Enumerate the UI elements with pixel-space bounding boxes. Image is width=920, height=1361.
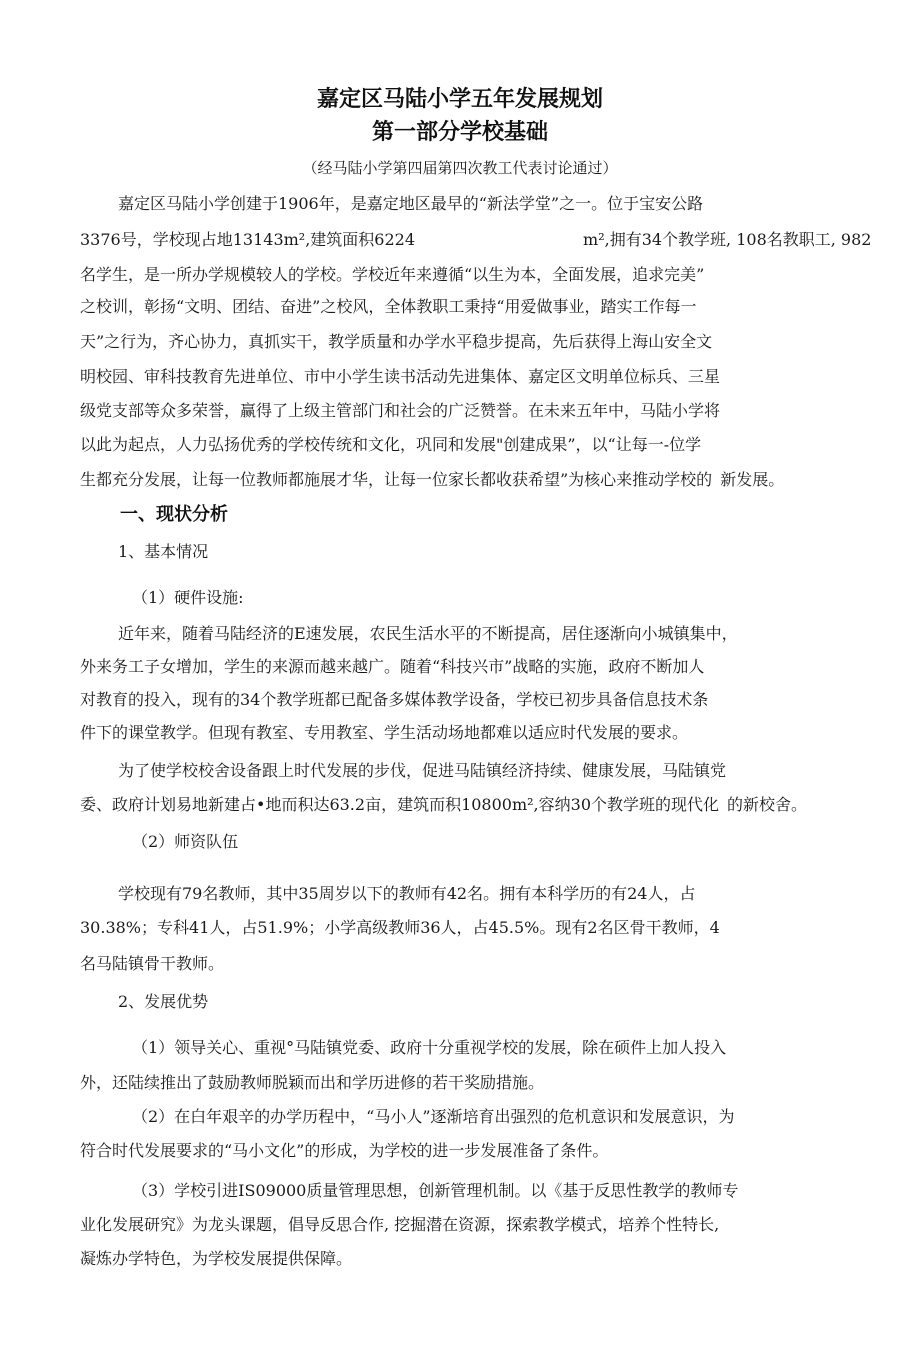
section-heading: 一、现状分析	[120, 504, 228, 525]
hardware-line: 委、政府计划易地新建占•地而积达63.2亩，建筑而积10800m²,容纳30个教学班的现代化 的新校舍。	[80, 795, 808, 814]
intro-line: 明校园、审科技教育先进单位、市中小学生读书活动先进集体、嘉定区文明单位标兵、三星	[80, 367, 721, 386]
advantage-line: （3）学校引进IS09000质量管理思想，创新管理机制。以《基于反思性教学的教师专	[132, 1181, 739, 1200]
item-heading: （2）师资队伍	[132, 832, 239, 851]
advantage-line: 凝炼办学特色，为学校发展提供保障。	[80, 1249, 353, 1268]
intro-line: 天”之行为，齐心协力，真抓实干，教学质量和办学水平稳步提高，先后获得上海山安全文	[80, 332, 713, 351]
intro-line: 生都充分发展，让每一位教师都施展才华，让每一位家长都收获希望”为核心来推动学校的 新发展。	[80, 470, 785, 489]
advantage-line: （2）在白年艰辛的办学历程中，“马小人”逐渐培育出强烈的危机意识和发展意识，为	[132, 1107, 735, 1126]
intro-line: 名学生，是一所办学规模较人的学校。学校近年来遵循“以生为本，全面发展，追求完美”	[80, 265, 705, 284]
hardware-line: 为了使学校校舍设备跟上时代发展的步伐，促进马陆镇经济持续、健康发展，马陆镇党	[118, 761, 727, 780]
intro-line: 之校训，彰扬“文明、团结、奋进”之校风，全体教职工秉持“用爱做事业，踏实工作每一	[80, 297, 697, 316]
teachers-line: 学校现有79名教师，其中35周岁以下的教师有42名。拥有本科学历的有24人，占	[118, 884, 696, 903]
teachers-line: 30.38%；专科41人，占51.9%；小学高级教师36人，占45.5%。现有2名区骨干教师，4	[80, 918, 720, 937]
document-subtitle: （经马陆小学第四届第四次教工代表讨论通过）	[302, 159, 618, 177]
hardware-line: 对教育的投入，现有的34个教学班都已配备多媒体教学设备，学校已初步具备信息技术条	[80, 690, 709, 709]
item-heading: （1）硬件设施:	[132, 588, 244, 607]
teachers-line: 名马陆镇骨干教师。	[80, 954, 225, 973]
hardware-line: 近年来，随着马陆经济的E速发展，农民生活水平的不断提高，居住逐渐向小城镇集中，	[118, 624, 738, 643]
subsection-heading: 1、基本情况	[118, 542, 209, 561]
advantage-line: （1）领导关心、重视°马陆镇党委、政府十分重视学校的发展，除在硕件上加人投入	[132, 1038, 727, 1057]
intro-line: 嘉定区马陆小学创建于1906年，是嘉定地区最早的“新法学堂”之一。位于宝安公路	[118, 194, 704, 213]
advantage-line: 业化发展研究》为龙头课题，倡导反思合作, 挖掘潜在资源，探索教学模式，培养个性特长,	[80, 1215, 720, 1234]
intro-line: 级党支部等众多荣誉，赢得了上级主管部门和社会的广泛赞誉。在未来五年中，马陆小学将	[80, 401, 721, 420]
document-title: 嘉定区马陆小学五年发展规划	[316, 87, 603, 112]
advantage-line: 符合时代发展要求的“马小文化”的形成，为学校的进一步发展准备了条件。	[80, 1141, 609, 1160]
hardware-line: 外来务工子女增加，学生的来源而越来越广。随着“科技兴市”战略的实施，政府不断加人	[80, 657, 705, 676]
part-title: 第一部分学校基础	[371, 120, 548, 145]
intro-line: 3376号，学校现占地13143m²,建筑面积6224 m²,拥有34个教学班, 108名教职工, 982	[80, 230, 872, 249]
intro-line: 以此为起点，人力弘扬优秀的学校传统和文化，巩同和发展"创建成果”，以“让每一-位学	[80, 435, 702, 454]
hardware-line: 件下的课堂教学。但现有教室、专用教室、学生活动场地都难以适应时代发展的要求。	[80, 723, 689, 742]
advantage-line: 外，还陆续推出了鼓励教师脱颖而出和学历进修的若干奖励措施。	[80, 1073, 545, 1092]
subsection-heading: 2、发展优势	[118, 992, 209, 1011]
